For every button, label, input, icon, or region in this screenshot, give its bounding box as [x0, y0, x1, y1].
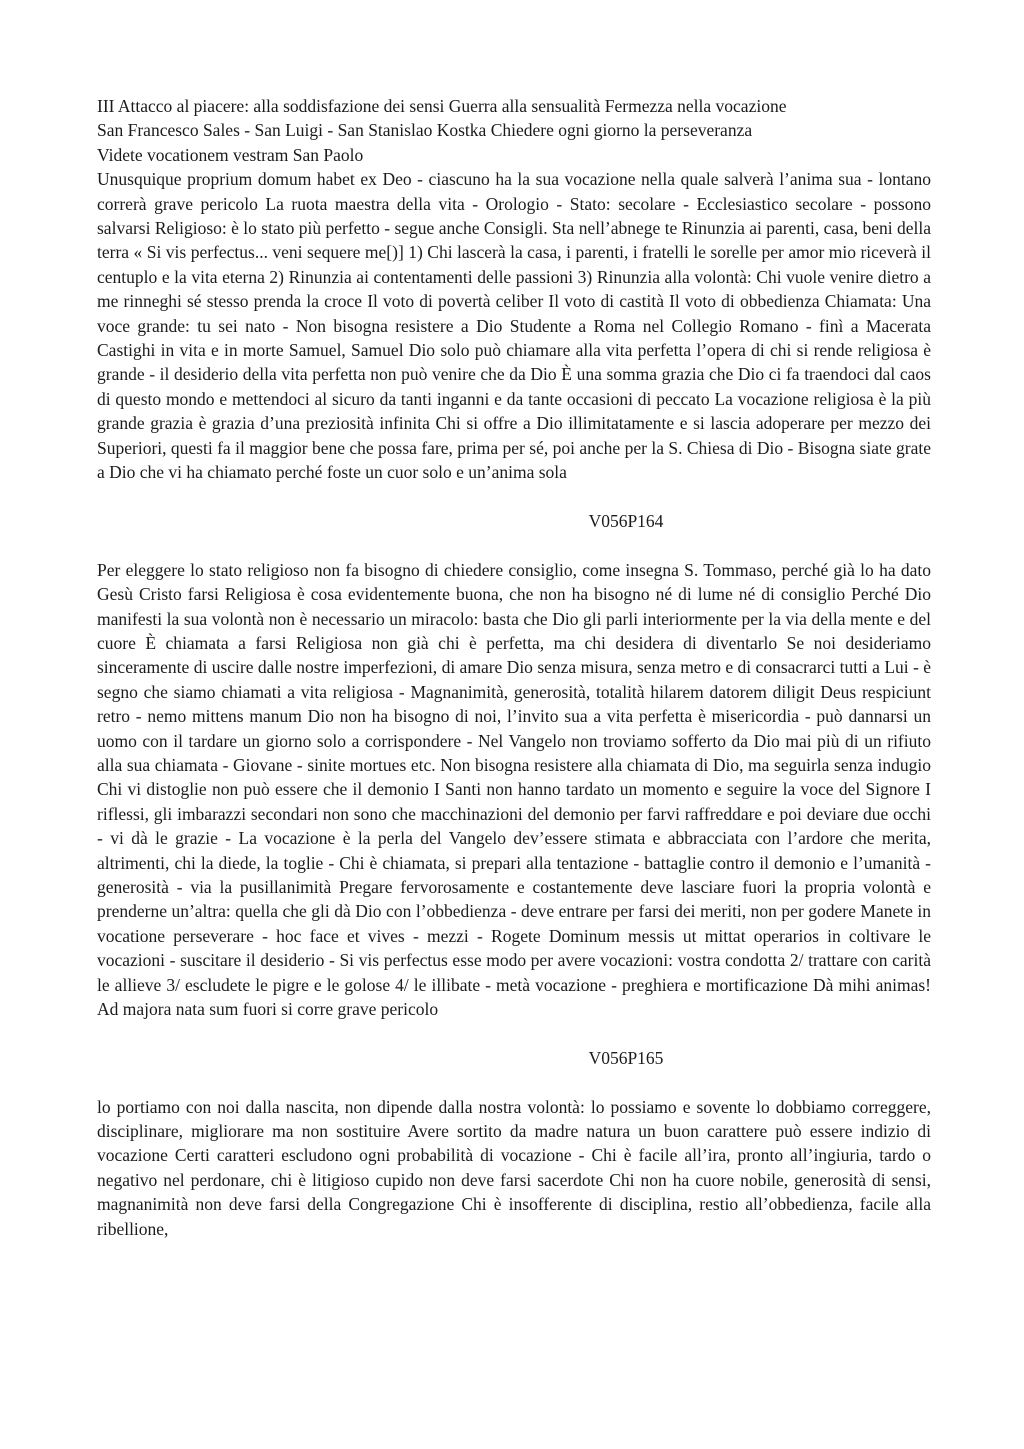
page-marker-1: V056P164 [588, 510, 664, 531]
page-marker-2: V056P165 [588, 1047, 664, 1068]
paragraph-vocation: Unusquique proprium domum habet ex Deo - ciascuno ha la sua vocazione nella quale salverà l’anima sua - lontano correrà grave pericolo La ruota maestra della vita - Orologio - Stato: secolare - Ecclesiastico secolare - possono salvarsi Religioso: è lo stato più perfetto - segue anche Consigli. Sta nell’abnege te Rinunzia ai parenti, casa, beni della terra « Si vis perfectus... veni sequere me[)] 1) Chi lascerà la casa, i parenti, i fratelli le sorelle per amor mio riceverà il centuplo e la vita eterna 2) Rinunzia ai contentamenti delle passioni 3) Rinunzia alla volontà: Chi vuole venire dietro a me rinneghi sé stesso prenda la croce Il voto di povertà celiber Il voto di castità Il voto di obbedienza Chiamata: Una voce grande: tu sei nato - Non bisogna resistere a Dio Studente a Roma nel Collegio Romano - finì a Macerata Castighi in vita e in morte Samuel, Samuel Dio solo può chiamare alla vita perfetta l’opera di chi si rende religiosa è grande - il desiderio della vita perfetta non può venire che da Dio È una somma grazia che Dio ci fa traendoci dal caos di questo mondo e mettendoci al sicuro da tanti inganni e da tante occasioni di peccato La vocazione religiosa è la più grande grazia è grazia d’una preziosità infinita Chi si offre a Dio illimitatamente e si lascia adoperare per mezzo dei Superiori, questi fa il maggior bene che possa fare, prima per sé, poi anche per la S. Chiesa di Dio - Bisogna siate grate a Dio che vi ha chiamato perché foste un cuor solo e un’anima sola [97, 169, 931, 483]
intro-line-3: Videte vocationem vestram San Paolo [97, 144, 364, 165]
intro-line-2: San Francesco Sales - San Luigi - San Stanislao Kostka Chiedere ogni giorno la perseveranza [97, 120, 753, 141]
intro-line-1: III Attacco al piacere: alla soddisfazione dei sensi Guerra alla sensualità Fermezza nella vocazione [97, 96, 787, 116]
paragraph-religious-state: Per eleggere lo stato religioso non fa bisogno di chiedere consiglio, come insegna S. Tommaso, perché già lo ha dato Gesù Cristo farsi Religiosa è cosa evidentemente buona, che non ha bisogno né di lume né di consiglio Perché Dio manifesti la sua volontà non è necessario un miracolo: basta che Dio gli parli interiormente per la via della mente e del cuore È chiamata a farsi Religiosa non già chi è perfetta, ma chi desidera di diventarlo Se noi desideriamo sinceramente di uscire dalle nostre imperfezioni, di amare Dio senza misura, senza metro e di consacrarci tutti a Lui - è segno che siamo chiamati a vita religiosa - Magnanimità, generosità, totalità hilarem datorem diligit Deus respiciunt retro - nemo mittens manum Dio non ha bisogno di noi, l’invito sua a vita perfetta è misericordia - può dannarsi un uomo con il tardare un giorno solo a corrispondere - Nel Vangelo non troviamo sofferto da Dio mai più di un rifiuto alla sua chiamata - Giovane - sinite mortues etc. Non bisogna resistere alla chiamata di Dio, ma seguirla senza indugio Chi vi distoglie non può essere che il demonio I Santi non hanno tardato un momento e seguire la voce del Signore I riflessi, gli imbarazzi secondari non sono che macchinazioni del demonio per farvi raffreddare e poi deviare due occhi - vi dà le grazie - La vocazione è la perla del Vangelo dev’essere stimata e abbracciata con l’ardore che merita, altrimenti, chi la diede, la toglie - Chi è chiamata, si prepari alla tentazione - battaglie contro il demonio e l’umanità - generosità - via la pusillanimità Pregare fervorosamente e costantemente deve lasciare fuori la propria volontà e prenderne un’altra: quella che gli dà Dio con l’obbedienza - deve entrare per farsi dei meriti, non per godere Manete in vocatione perseverare - hoc face et vives - mezzi - Rogete Dominum messis ut mittat operarios in coltivare le vocazioni - suscitare il desiderio - Si vis perfectus esse modo per avere vocazioni: vostra condotta 2/ trattare con carità le allieve 3/ escludete le pigre e le golose 4/ le illibate - metà vocazione - preghiera e mortificazione Dà mihi animas! Ad majora nata sum fuori si corre grave pericolo [97, 559, 931, 1019]
intro-block [97, 94, 931, 167]
paragraph-character: lo portiamo con noi dalla nascita, non dipende dalla nostra volontà: lo possiamo e sovente lo dobbiamo correggere, disciplinare, migliorare ma non sostituire Avere sortito da madre natura un buon carattere può essere indizio di vocazione Certi caratteri escludono ogni probabilità di vocazione - Chi è facile all’ira, pronto all’ingiuria, tardo o negativo nel perdonare, chi è litigioso cupido non deve farsi sacerdote Chi non ha cuore nobile, generosità di sensi, magnanimità non deve farsi della Congregazione Chi è insofferente di disciplina, restio all’obbedienza, facile alla ribellione, [97, 1096, 931, 1239]
